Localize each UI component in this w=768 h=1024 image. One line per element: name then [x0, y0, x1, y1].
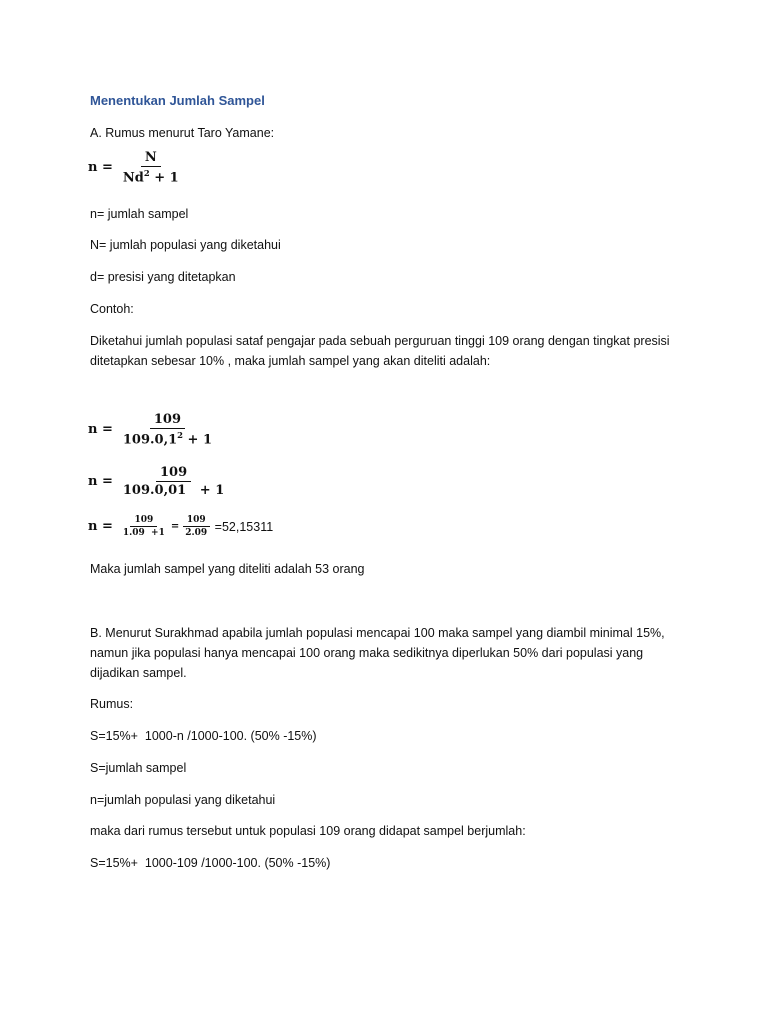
- calc3-fraction-1: [119, 515, 169, 538]
- calc3-equals: =: [170, 521, 180, 532]
- calc3-result: =52,15311: [211, 519, 274, 534]
- calc1-numerator: 109: [150, 412, 185, 429]
- example-label: Contoh:: [90, 302, 134, 316]
- calc-step-2: [88, 465, 228, 498]
- definition-n: n= jumlah sampel: [90, 207, 189, 221]
- example-text: Diketahui jumlah populasi sataf pengajar pada sebuah perguruan tinggi 109 orang dengan tingkat presisi ditetapkan sebesar 10% , maka jumlah sampel yang akan diteliti adalah:: [90, 334, 670, 368]
- definition-N: N= jumlah populasi yang diketahui: [90, 238, 281, 252]
- calc2-lhs: n =: [88, 474, 113, 489]
- calc1-denominator: $109.0,1^2 + 1$: [122, 430, 213, 448]
- section-b-intro: B. Menurut Surakhmad apabila jumlah populasi mencapai 100 maka sampel yang diambil minimal 15%, namun jika populasi hanya mencapai 100 orang maka sedikitnya diperlukan 50% dari populasi yang dijadikan sampel.: [90, 626, 665, 680]
- definition-d: d= presisi yang ditetapkan: [90, 270, 236, 284]
- rumus-label: Rumus:: [90, 697, 134, 711]
- page-title: Menentukan Jumlah Sampel: [90, 93, 265, 108]
- calc2-denominator: 109.0,01 + 1: [122, 483, 225, 498]
- calc3-f2-numerator: 109: [183, 515, 210, 527]
- formula-fraction: [119, 150, 183, 185]
- formula-lhs: n =: [88, 160, 113, 176]
- formula-numerator: N: [141, 150, 161, 167]
- calc2-fraction: [119, 465, 228, 498]
- calc3-f1-denominator: 1.09 +1: [122, 528, 165, 538]
- definition-n-b: n=jumlah populasi yang diketahui: [90, 793, 276, 807]
- section-b-calc: S=15%+ 1000-109 /1000-100. (50% -15%): [90, 856, 331, 870]
- calc1-lhs: n =: [88, 422, 113, 438]
- surakhmad-formula: S=15%+ 1000-n /1000-100. (50% -15%): [90, 729, 317, 743]
- calc3-fraction-2: [181, 515, 211, 538]
- formula-denominator: $Nd^2 + 1$: [122, 168, 179, 186]
- yamane-formula: [88, 150, 183, 185]
- calc3-lhs: n =: [88, 519, 113, 534]
- calc3-f2-denominator: 2.09: [185, 528, 208, 538]
- definition-S: S=jumlah sampel: [90, 761, 187, 775]
- calc-step-1: [88, 412, 216, 447]
- calc3-f1-numerator: 109: [130, 515, 157, 527]
- section-a-conclusion: Maka jumlah sampel yang diteliti adalah 53 orang: [90, 562, 365, 576]
- section-b-statement: maka dari rumus tersebut untuk populasi 109 orang didapat sampel berjumlah:: [90, 824, 526, 838]
- calc-step-3: [88, 515, 273, 538]
- calc1-fraction: [119, 412, 216, 447]
- section-a-title: A. Rumus menurut Taro Yamane:: [90, 126, 275, 140]
- calc2-numerator: 109: [156, 465, 191, 482]
